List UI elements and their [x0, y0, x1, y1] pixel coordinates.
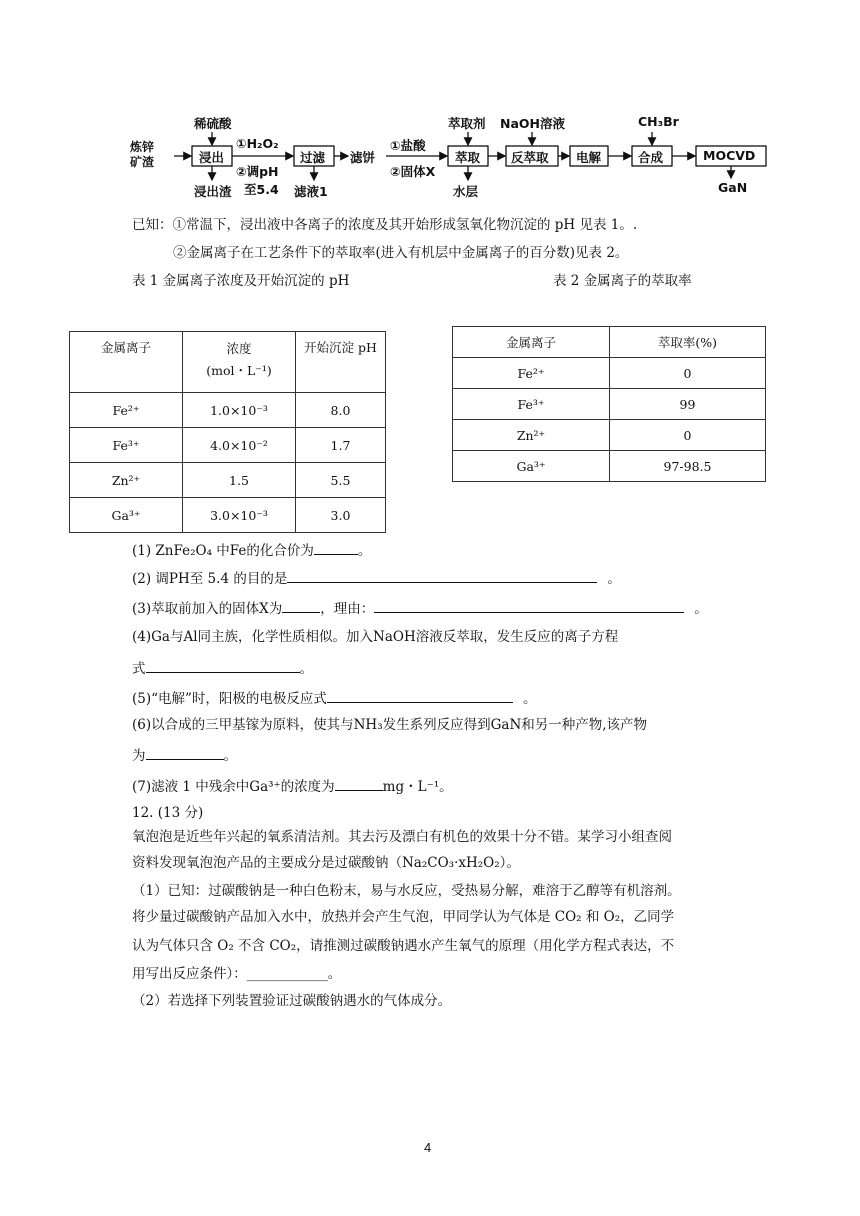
question-4-line-2 [132, 658, 313, 678]
table1-ph: 1.7 [296, 428, 386, 463]
table2-rate: 97-98.5 [610, 451, 766, 482]
table1-ion: Ga³⁺ [70, 498, 183, 533]
table2 [452, 326, 766, 482]
table2-rate: 99 [610, 389, 766, 420]
question-6-line-1: (6)以合成的三甲基镓为原料，使其与NH₃发生系列反应得到GaN和另一种产物,该产物 [132, 717, 648, 733]
q7-text: (7)滤液 1 中残余中Ga³⁺的浓度为 [132, 779, 335, 795]
page-number: 4 [424, 1140, 432, 1155]
flow-ch3br: CH₃Br [638, 114, 679, 129]
table1-header-conc-b: (mol・L⁻¹) [206, 363, 272, 378]
flow-cond-h2o2: ①H₂O₂ [236, 136, 279, 151]
flow-cond-ph: ②调pH [236, 164, 279, 179]
flow-cond-hcl: ①盐酸 [390, 138, 426, 153]
q1-blank[interactable] [314, 540, 358, 555]
flow-extractant: 萃取剂 [448, 116, 486, 131]
table2-rate: 0 [610, 420, 766, 451]
q2-text: (2) 调PH至 5.4 的目的是 [132, 571, 288, 587]
flow-cond-x: ②固体X [390, 164, 436, 179]
question-1 [132, 540, 371, 560]
q7-end: mg・L⁻¹。 [382, 779, 453, 795]
question-6-line-2 [132, 745, 237, 765]
known-line-2: ②金属离子在工艺条件下的萃取率(进入有机层中金属离子的百分数)见表 2。 [173, 245, 629, 261]
table-row [453, 389, 766, 420]
table2-header-rate: 萃取率(%) [610, 327, 766, 358]
q12-para-4: 将少量过碳酸钠产品加入水中，放热并会产生气泡，甲同学认为气体是 CO₂ 和 O₂，乙同学 [132, 909, 675, 925]
flow-mocvd: MOCVD [703, 148, 756, 163]
flow-electrolysis: 电解 [576, 150, 602, 165]
q4-end: 。 [299, 661, 313, 677]
flow-filtrate: 滤液1 [294, 184, 328, 199]
flow-acid: 稀硫酸 [194, 116, 232, 131]
q3-text: (3)萃取前加入的固体X为 [132, 601, 283, 617]
table1-ion: Zn²⁺ [70, 463, 183, 498]
table1-header-conc [183, 332, 296, 393]
q12-para-7: （2）若选择下列装置验证过碳酸钠遇水的气体成分。 [132, 993, 452, 1009]
table-row [70, 428, 386, 463]
flow-leach: 浸出 [199, 150, 225, 165]
flow-gan: GaN [718, 180, 748, 195]
flow-start: 炼锌 矿渣 [130, 140, 155, 169]
table1-header-ph: 开始沉淀 pH [296, 332, 386, 393]
flow-back-extract: 反萃取 [511, 150, 549, 165]
table1-ph: 3.0 [296, 498, 386, 533]
flow-naoh: NaOH溶液 [500, 116, 565, 131]
question-4-line-1: (4)Ga与Al同主族，化学性质相似。加入NaOH溶液反萃取，发生反应的离子方程 [132, 629, 619, 645]
table1-ion: Fe²⁺ [70, 393, 183, 428]
q3-blank-reason[interactable] [374, 598, 684, 613]
q1-text: (1) ZnFe₂O₄ 中Fe的化合价为 [132, 543, 314, 559]
table-row [70, 498, 386, 533]
flow-aqueous: 水层 [453, 184, 479, 199]
table1-header-conc-a: 浓度 [226, 341, 252, 356]
table1-conc: 1.5 [183, 463, 296, 498]
q3-reason: ，理由： [320, 601, 375, 617]
table-row [70, 463, 386, 498]
table2-caption: 表 2 金属离子的萃取率 [553, 273, 692, 289]
question-2 [132, 568, 621, 588]
flow-filter: 过滤 [300, 150, 326, 165]
question-3 [132, 598, 708, 618]
question-7 [132, 776, 453, 796]
flow-residue: 浸出渣 [194, 184, 232, 199]
q2-blank[interactable] [287, 568, 597, 583]
table1 [69, 331, 386, 533]
table1-conc: 3.0×10⁻³ [183, 498, 296, 533]
table2-rate: 0 [610, 358, 766, 389]
q6-text: 为 [132, 748, 146, 764]
q2-end: 。 [607, 571, 621, 587]
q3-end: 。 [694, 601, 708, 617]
table2-ion: Fe³⁺ [453, 389, 610, 420]
table2-ion: Ga³⁺ [453, 451, 610, 482]
process-flowchart [130, 108, 780, 200]
q12-para-5: 认为气体只含 O₂ 不含 CO₂，请推测过碳酸钠遇水产生氧气的原理（用化学方程式表达，不 [132, 938, 675, 954]
flow-synthesis: 合成 [638, 150, 664, 165]
q4-blank[interactable] [146, 658, 300, 673]
q6-blank[interactable] [146, 745, 224, 760]
q12-para-2: 资料发现氧泡泡产品的主要成分是过碳酸钠（Na₂CO₃·xH₂O₂）。 [132, 855, 520, 871]
q5-end: 。 [522, 691, 537, 707]
table-row [453, 420, 766, 451]
known-line-1: 已知：①常温下，浸出液中各离子的浓度及其开始形成氢氧化物沉淀的 pH 见表 1。. [132, 217, 638, 233]
table1-caption: 表 1 金属离子浓度及开始沉淀的 pH [132, 273, 350, 289]
q3-blank-x[interactable] [282, 598, 320, 613]
table1-conc: 4.0×10⁻² [183, 428, 296, 463]
table1-header-ion: 金属离子 [70, 332, 183, 393]
flow-cond-ph-val: 至5.4 [244, 182, 279, 197]
table-row [453, 358, 766, 389]
table1-ion: Fe³⁺ [70, 428, 183, 463]
table-row [453, 451, 766, 482]
table1-ph: 8.0 [296, 393, 386, 428]
table1-conc: 1.0×10⁻³ [183, 393, 296, 428]
q5-blank[interactable] [327, 688, 513, 703]
q12-para-3: （1）已知：过碳酸钠是一种白色粉末，易与水反应，受热易分解，难溶于乙醇等有机溶剂。 [132, 883, 681, 899]
q12-para-6: 用写出反应条件）：____________。 [132, 966, 342, 982]
table2-ion: Fe²⁺ [453, 358, 610, 389]
q5-text: (5)“电解”时，阳极的电极反应式 [132, 691, 327, 707]
q6-end: 。 [223, 748, 237, 764]
question-5 [132, 688, 536, 708]
table2-header-ion: 金属离子 [453, 327, 610, 358]
table2-ion: Zn²⁺ [453, 420, 610, 451]
table1-ph: 5.5 [296, 463, 386, 498]
q1-end: 。 [357, 543, 372, 559]
q12-heading: 12. (13 分) [132, 805, 204, 821]
table-row [70, 393, 386, 428]
q12-para-1: 氧泡泡是近些年兴起的氧系清洁剂。其去污及漂白有机色的效果十分不错。某学习小组查阅 [132, 829, 672, 845]
flow-cake: 滤饼 [350, 150, 376, 165]
q7-blank[interactable] [335, 776, 383, 791]
q4-text: 式 [132, 661, 146, 677]
flow-extract: 萃取 [455, 150, 481, 165]
